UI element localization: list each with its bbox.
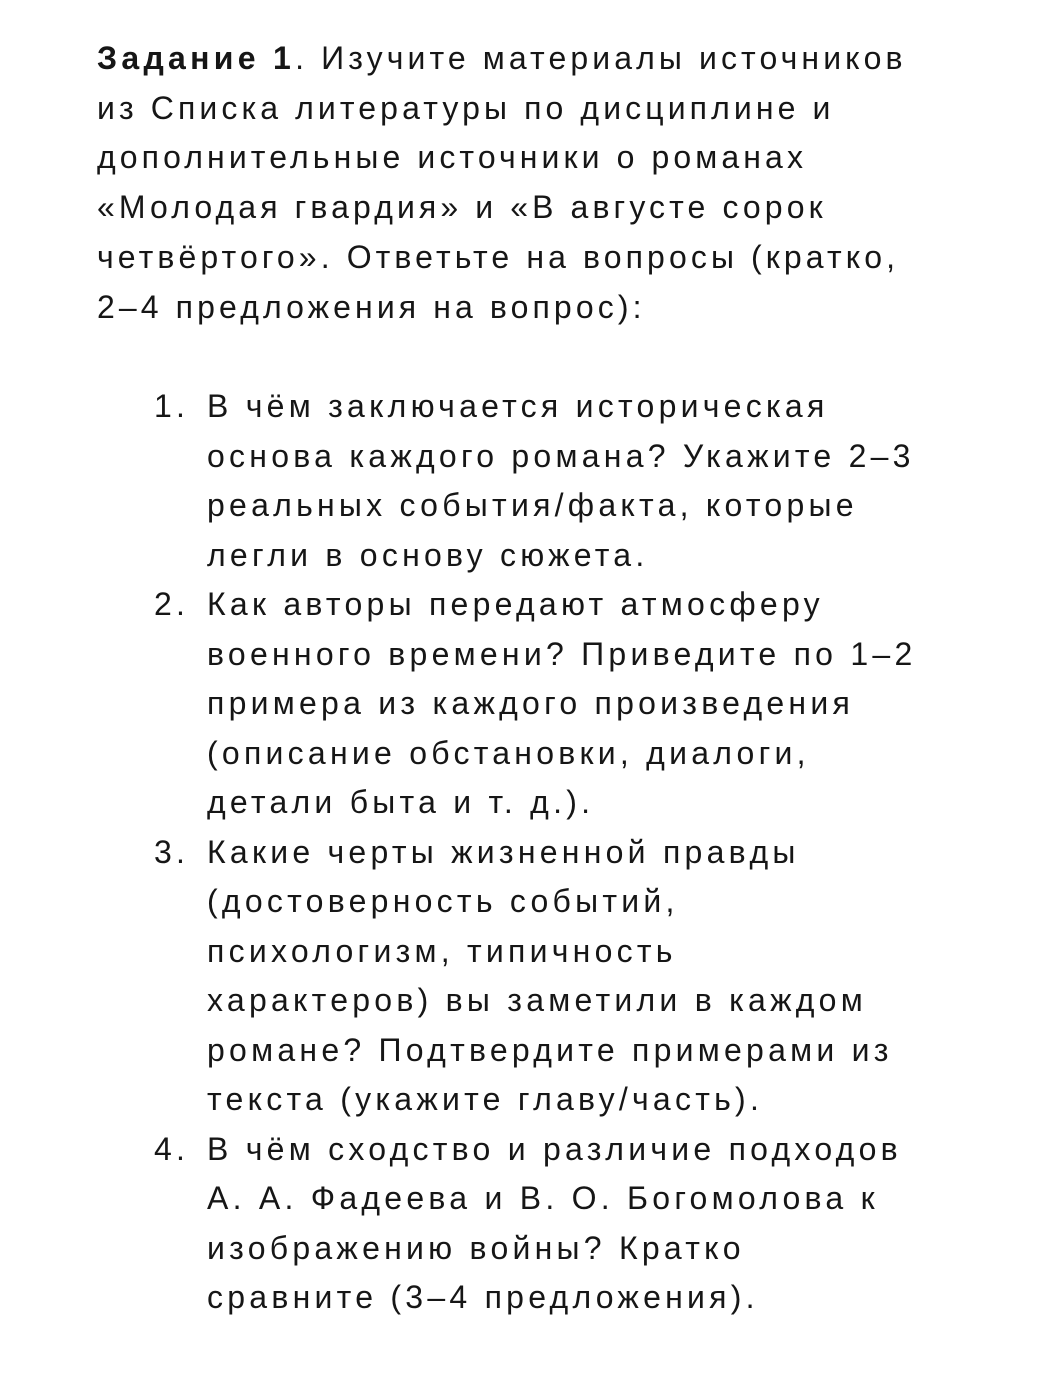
question-line: А. А. Фадеева и В. О. Богомолова к bbox=[207, 1180, 879, 1217]
question-line: примера из каждого произведения bbox=[207, 685, 855, 722]
question-line: легли в основу сюжета. bbox=[207, 536, 649, 573]
intro-line: четвёртого». Ответьте на вопросы (кратко, bbox=[97, 238, 900, 275]
question-item bbox=[97, 382, 997, 580]
assignment-heading: Задание 1 bbox=[97, 40, 296, 76]
question-line: текста (укажите главу/часть). bbox=[207, 1081, 764, 1118]
question-line: (достоверность событий, bbox=[207, 883, 679, 920]
question-line: изображению войны? Кратко bbox=[207, 1229, 745, 1266]
question-line: сравните (3–4 предложения). bbox=[207, 1279, 759, 1316]
assignment-intro bbox=[97, 34, 997, 332]
question-line: детали быта и т. д.). bbox=[207, 784, 595, 821]
question-line: (описание обстановки, диалоги, bbox=[207, 734, 810, 771]
question-number: 1. bbox=[154, 388, 190, 425]
question-item bbox=[97, 1125, 997, 1323]
question-line: реальных события/факта, которые bbox=[207, 487, 858, 524]
assignment-document bbox=[97, 34, 997, 1323]
question-line: Как авторы передают атмосферу bbox=[207, 586, 824, 623]
question-line: психологизм, типичность bbox=[207, 932, 677, 969]
intro-text: . Изучите материалы источников bbox=[295, 40, 907, 76]
question-line: Какие черты жизненной правды bbox=[207, 833, 800, 870]
question-number: 2. bbox=[154, 586, 190, 623]
intro-line: 2–4 предложения на вопрос): bbox=[97, 288, 646, 325]
question-line: основа каждого романа? Укажите 2–3 bbox=[207, 437, 915, 474]
question-line: романе? Подтвердите примерами из bbox=[207, 1031, 893, 1068]
question-number: 4. bbox=[154, 1130, 190, 1167]
question-line: В чём сходство и различие подходов bbox=[207, 1130, 902, 1167]
question-item bbox=[97, 580, 997, 828]
intro-line: дополнительные источники о романах bbox=[97, 139, 808, 176]
intro-line: «Молодая гвардия» и «В августе сорок bbox=[97, 189, 827, 226]
question-line: В чём заключается историческая bbox=[207, 388, 829, 425]
question-item bbox=[97, 828, 997, 1125]
question-list bbox=[97, 382, 997, 1323]
question-number: 3. bbox=[154, 833, 190, 870]
intro-line bbox=[97, 34, 997, 84]
question-line: характеров) вы заметили в каждом bbox=[207, 982, 867, 1019]
question-line: военного времени? Приведите по 1–2 bbox=[207, 635, 917, 672]
intro-line: из Списка литературы по дисциплине и bbox=[97, 89, 835, 126]
